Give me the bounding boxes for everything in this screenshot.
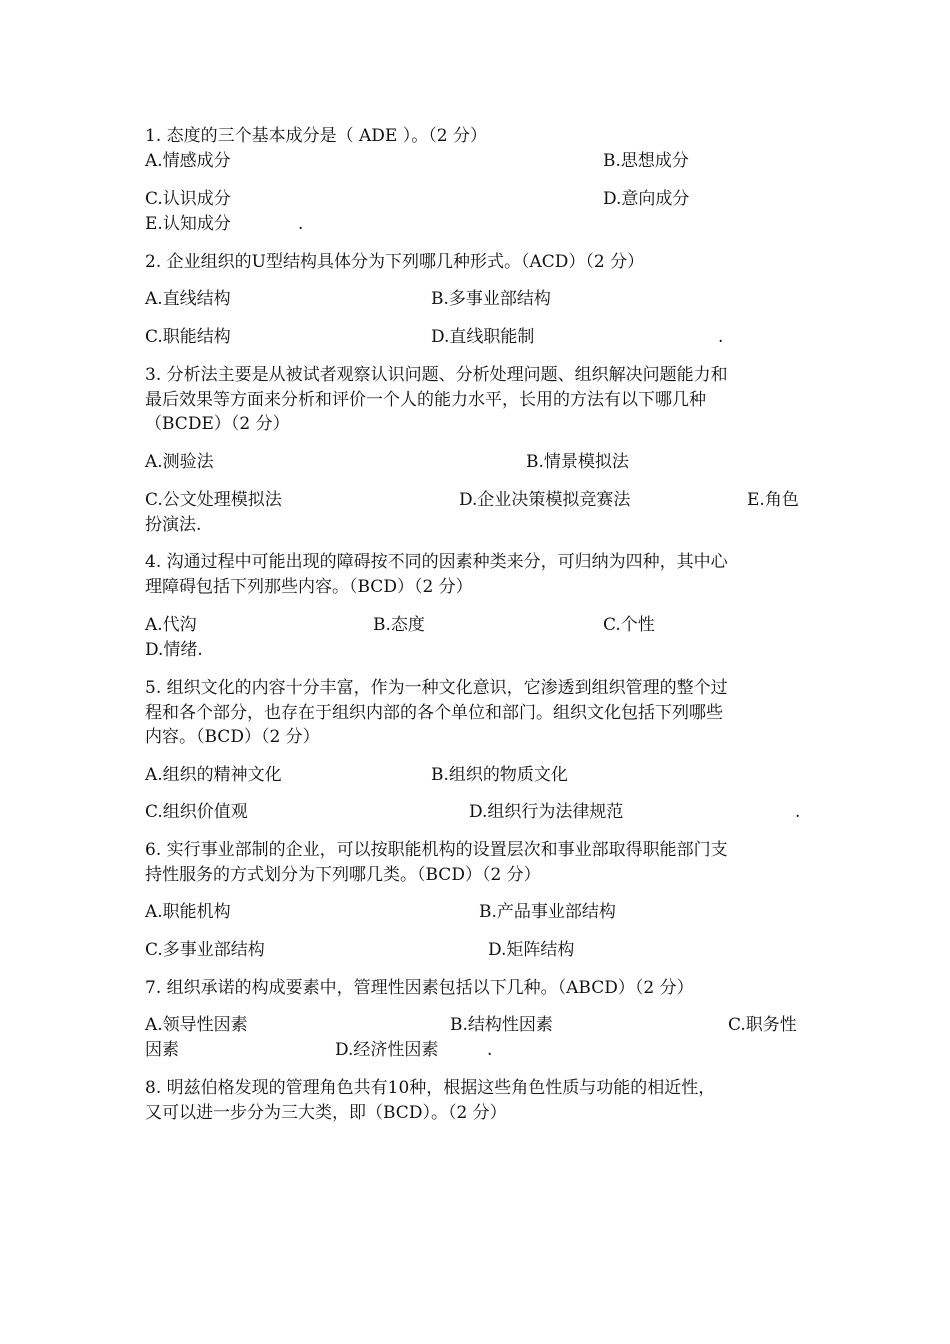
question-4-option-c: C.个性 — [603, 615, 655, 635]
question-7-stem: 7. 组织承诺的构成要素中，管理性因素包括以下几种。（ABCD）（2 分） — [145, 978, 694, 998]
question-1-option-c: C.认识成分 — [145, 189, 231, 209]
question-1-option-d: D.意向成分 — [603, 189, 690, 209]
question-5-stem-line-3: 内容。（BCD）（2 分） — [145, 727, 320, 747]
question-6-stem-line-2: 持性服务的方式划分为下列哪几类。（BCD）（2 分） — [145, 865, 541, 885]
question-6-stem-line-1: 6. 实行事业部制的企业，可以按职能机构的设置层次和事业部取得职能部门支 — [145, 840, 728, 860]
question-3-option-a: A.测验法 — [145, 452, 214, 472]
question-4-stem-line-2: 理障碍包括下列那些内容。（BCD）（2 分） — [145, 577, 473, 597]
question-6-option-d: D.矩阵结构 — [488, 940, 575, 960]
question-2-option-b: B.多事业部结构 — [431, 289, 551, 309]
question-4-option-a: A.代沟 — [145, 615, 197, 635]
question-1-option-e: E.认知成分 — [145, 214, 231, 234]
question-4-option-b: B.态度 — [373, 615, 425, 635]
question-1-option-b: B.思想成分 — [603, 151, 689, 171]
question-4-option-d: D.情绪. — [145, 640, 203, 660]
question-7-option-c: C.职务性 — [728, 1015, 797, 1035]
question-5-option-a: A.组织的精神文化 — [145, 765, 282, 785]
question-4-stem-line-1: 4. 沟通过程中可能出现的障碍按不同的因素种类来分，可归纳为四种，其中心 — [145, 552, 728, 572]
question-2-option-c: C.职能结构 — [145, 327, 231, 347]
question-6-option-c: C.多事业部结构 — [145, 940, 265, 960]
question-3-option-b: B.情景模拟法 — [526, 452, 629, 472]
question-6-option-a: A.职能机构 — [145, 902, 231, 922]
question-1-option-a: A.情感成分 — [145, 151, 231, 171]
question-7-option-d: D.经济性因素 — [335, 1040, 439, 1060]
question-7-option-b: B.结构性因素 — [450, 1015, 553, 1035]
question-3-stem-line-3: （BCDE）（2 分） — [145, 414, 290, 434]
question-5-option-d: D.组织行为法律规范 — [469, 802, 624, 822]
question-3-option-e: E.角色 — [747, 490, 799, 510]
question-5-stem-line-2: 程和各个部分，也存在于组织内部的各个单位和部门。组织文化包括下列哪些 — [145, 703, 723, 723]
question-2-option-d: D.直线职能制 — [431, 327, 535, 347]
question-1-stem: 1. 态度的三个基本成分是（ ADE ）。（2 分） — [145, 126, 487, 146]
question-3-option-e-continued: 扮演法. — [145, 515, 202, 535]
question-1-end-mark: . — [298, 214, 304, 234]
question-7-end-mark: . — [487, 1040, 493, 1060]
question-5-stem-line-1: 5. 组织文化的内容十分丰富，作为一种文化意识，它渗透到组织管理的整个过 — [145, 678, 728, 698]
question-3-option-d: D.企业决策模拟竞赛法 — [459, 490, 631, 510]
question-7-option-c-continued: 因素 — [145, 1040, 179, 1060]
question-3-stem-line-1: 3. 分析法主要是从被试者观察认识问题、分析处理问题、组织解决问题能力和 — [145, 365, 728, 385]
question-5-option-b: B.组织的物质文化 — [431, 765, 568, 785]
question-2-stem: 2. 企业组织的U型结构具体分为下列哪几种形式。（ACD）（2 分） — [145, 252, 645, 272]
question-2-option-a: A.直线结构 — [145, 289, 231, 309]
question-3-stem-line-2: 最后效果等方面来分析和评价一个人的能力水平，长用的方法有以下哪几种 — [145, 390, 706, 410]
question-8-stem-line-2: 又可以进一步分为三大类，即（BCD）。（2 分） — [145, 1103, 507, 1123]
question-5-option-c: C.组织价值观 — [145, 802, 248, 822]
question-7-option-a: A.领导性因素 — [145, 1015, 248, 1035]
question-2-end-mark: . — [718, 327, 724, 347]
question-5-end-mark: . — [795, 802, 801, 822]
question-3-option-c: C.公文处理模拟法 — [145, 490, 282, 510]
question-8-stem-line-1: 8. 明兹伯格发现的管理角色共有10种，根据这些角色性质与功能的相近性， — [145, 1078, 716, 1098]
question-6-option-b: B.产品事业部结构 — [479, 902, 616, 922]
